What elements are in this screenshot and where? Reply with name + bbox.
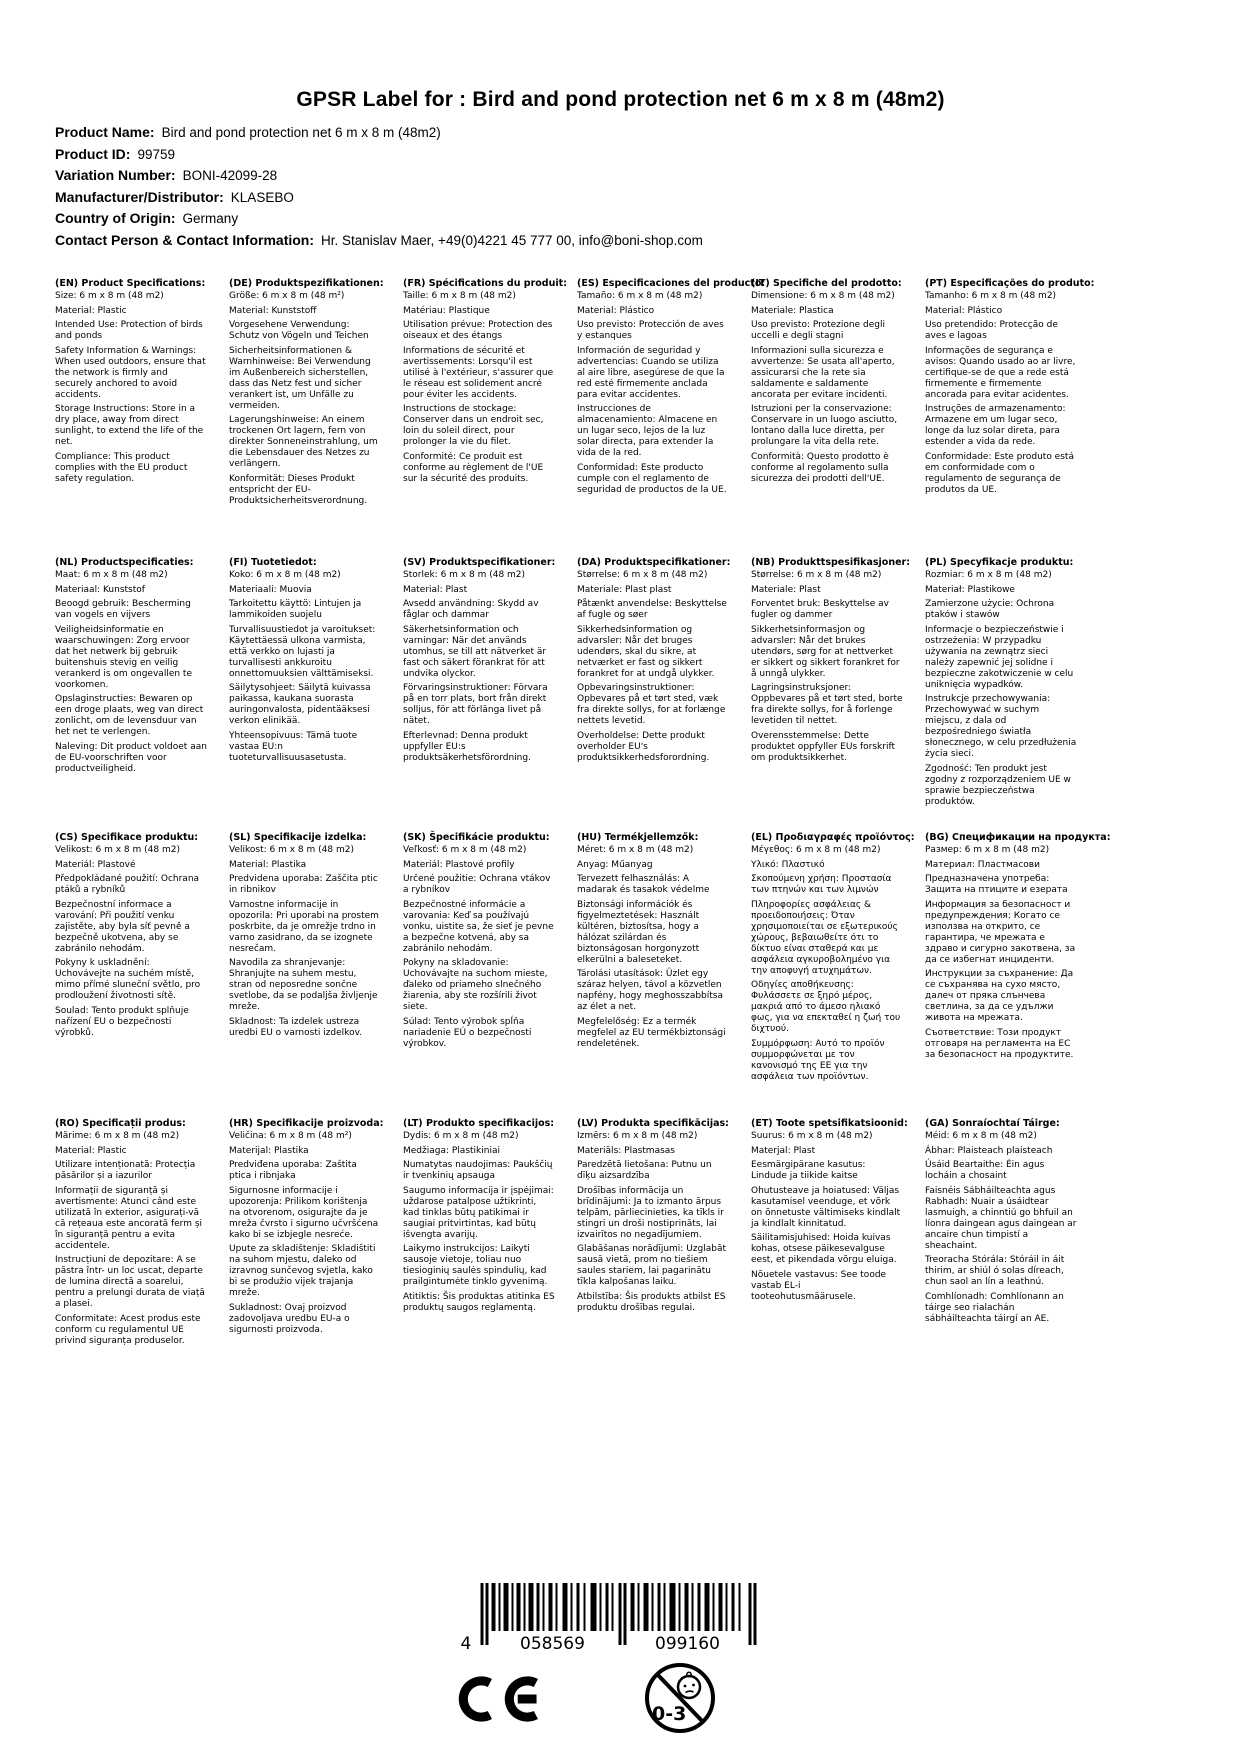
spec-paragraph: Οδηγίες αποθήκευσης: Φυλάσσετε σε ξηρό μέρος, μακριά από το άμεσο ηλιακό φως, για να επεκταθεί η ζωή του διχτυού.: [751, 980, 901, 1034]
manufacturer-label: Manufacturer/Distributor:: [55, 188, 224, 205]
spec-paragraph: Comhlíonadh: Comhlíonann an táirge seo rialachán sábháilteachta táirgí an AE.: [925, 1291, 1064, 1324]
lang-block-heading: (NB) Produkttspesifikasjoner:: [751, 557, 911, 568]
spec-paragraph: Dydis: 6 m x 8 m (48 m2): [403, 1131, 519, 1141]
lang-block-bg: [925, 832, 1111, 1118]
spec-paragraph: Tarkoitettu käyttö: Lintujen ja lammikoiden suojelu: [229, 599, 362, 620]
country-of-origin-row: [55, 208, 1186, 230]
spec-paragraph: Materiaali: Muovia: [229, 584, 312, 595]
spec-paragraph: Ohutusteave ja hoiatused: Väljas kasutamisel veenduge, et võrk on õnnetuste vältimiseks kindlalt ja kindlalt kinnitatud.: [751, 1185, 901, 1229]
spec-paragraph: Nõuetele vastavus: See toode vastab EL-i tooteohutusmäärusele.: [751, 1269, 887, 1302]
country-of-origin-value: Germany: [182, 211, 239, 226]
spec-paragraph: Tervezett felhasználás: A madarak és tasakok védelme: [577, 874, 710, 895]
lang-block-sl: [229, 832, 403, 1118]
spec-paragraph: Bezpečnostné informácie a varovania: Keď sa používajú vonku, uistite sa, že sieť je pevne a bezpečne kotvená, aby sa zabránilo nehodám.: [403, 899, 554, 954]
spec-paragraph: Velikost: 6 m x 8 m (48 m2): [229, 845, 354, 855]
spec-paragraph: Velikost: 6 m x 8 m (48 m2): [55, 845, 180, 855]
spec-paragraph: Materiál: Plastové: [55, 859, 136, 870]
spec-paragraph: Predvidena uporaba: Zaščita ptic in ribnikov: [229, 874, 378, 895]
spec-paragraph: Efterlevnad: Denna produkt uppfyller EU:s produktsäkerhetsförordning.: [403, 730, 531, 763]
lang-block-heading: (SV) Produktspecifikationer:: [403, 557, 556, 568]
language-blocks-grid: [55, 278, 1205, 1350]
product-name-label: Product Name:: [55, 124, 155, 140]
spec-paragraph: Vorgesehene Verwendung: Schutz von Vögeln und Teichen: [229, 320, 369, 341]
lang-block-heading: (LT) Produkto specifikacijos:: [403, 1118, 555, 1129]
spec-paragraph: Materiāls: Plastmasas: [577, 1145, 675, 1156]
lang-block-it: [751, 278, 925, 557]
spec-paragraph: Forventet bruk: Beskyttelse av fugler og dammer: [751, 599, 889, 620]
spec-paragraph: Předpokládané použití: Ochrana ptáků a rybníků: [55, 874, 200, 895]
spec-paragraph: Materiál: Plastové profily: [403, 859, 515, 870]
spec-paragraph: Faisnéis Sábháilteachta agus Rabhadh: Nuair a úsáidtear lasmuigh, a chinntiú go bhfuil an líonra daingean agus daingean ar ancaire chun timpistí a sheachaint.: [925, 1185, 1077, 1251]
lang-block-heading: (SK) Špecifikácie produktu:: [403, 832, 550, 843]
spec-paragraph: Materiale: Plastica: [751, 305, 834, 316]
lang-block-fr: [403, 278, 577, 557]
spec-paragraph: Safety Information & Warnings: When used outdoors, ensure that the network is firmly and securely anchored to avoid accidents.: [55, 345, 206, 400]
spec-paragraph: Υλικό: Πλαστικό: [751, 859, 825, 870]
lang-block-heading: (EL) Προδιαγραφές προϊόντος:: [751, 832, 915, 843]
bottom-marks-section: [443, 1583, 783, 1735]
spec-paragraph: Yhteensopivuus: Tämä tuote vastaa EU:n tuoteturvallisuusasetusta.: [229, 730, 358, 763]
lang-block-pt: [925, 278, 1099, 557]
spec-paragraph: Skladnost: Ta izdelek ustreza uredbi EU o varnosti izdelkov.: [229, 1016, 363, 1038]
spec-paragraph: Ábhar: Plaisteach plaisteach: [925, 1145, 1053, 1156]
spec-paragraph: Sigurnosne informacije i upozorenja: Prilikom korištenja na otvorenom, osigurajte da je mreža čvrsto i sigurno učvršćena kako bi se izbjegle nesreće.: [229, 1185, 379, 1240]
spec-paragraph: Conformité: Ce produit est conforme au règlement de l'UE sur la sécurité des produits.: [403, 451, 544, 484]
age-warning-0-3-icon: [643, 1661, 717, 1735]
spec-paragraph: Avsedd användning: Skydd av fåglar och dammar: [403, 599, 539, 620]
compliance-marks-row: [443, 1667, 783, 1735]
lang-block-heading: (SL) Specifikacije izdelka:: [229, 832, 367, 843]
spec-paragraph: Materiaal: Kunststof: [55, 584, 145, 595]
spec-paragraph: Lagringsinstruksjoner: Oppbevares på et tørt sted, borte fra direkte sollys, for å forlenge levetiden til nettet.: [751, 683, 903, 726]
spec-paragraph: Paredzētā lietošana: Putnu un dīķu aizsardzība: [577, 1160, 712, 1181]
lang-block-pl: [925, 557, 1099, 832]
spec-paragraph: Материал: Пластмасови: [925, 859, 1040, 870]
spec-paragraph: Beoogd gebruik: Bescherming van vogels en vijvers: [55, 599, 191, 620]
lang-block-heading: (RO) Specificații produs:: [55, 1118, 186, 1129]
spec-paragraph: Material: Plastic: [55, 305, 127, 316]
lang-block-de: [229, 278, 403, 557]
spec-paragraph: Påtænkt anvendelse: Beskyttelse af fugle og søer: [577, 599, 727, 620]
baby-face: [678, 1676, 700, 1698]
spec-paragraph: Informations de sécurité et avertissements: Lorsqu'il est utilisé à l'extérieur, s'assurer que le réseau est solidement ancré pour éviter les accidents.: [403, 345, 554, 400]
spec-paragraph: Turvallisuustiedot ja varoitukset: Käytettäessä ulkona varmista, että verkko on lujasti ja turvallisesti ankkuroitu onnettomuuksien välttämiseksi.: [229, 624, 376, 679]
contact-label: Contact Person & Contact Information:: [55, 231, 315, 248]
spec-paragraph: Uso pretendido: Protecção de aves e lagoas: [925, 320, 1058, 341]
lang-block-heading: (HR) Specifikacije proizvoda:: [229, 1118, 384, 1129]
spec-paragraph: Säkerhetsinformation och varningar: När det används utomhus, se till att nätverket är fast och säkert förankrat för att undvika olyckor.: [403, 624, 547, 679]
spec-paragraph: Materiale: Plast: [751, 584, 821, 595]
country-of-origin-label: Country of Origin:: [55, 210, 176, 226]
lang-block-heading: (FI) Tuotetiedot:: [229, 557, 317, 568]
lang-block-sv: [403, 557, 577, 832]
spec-paragraph: Saugumo informacija ir įspėjimai: uždarose patalpose užtikrinti, kad tinklas būtų patikimai ir saugiai pritvirtintas, kad būtų išvengta avarijų.: [403, 1185, 554, 1240]
spec-paragraph: Koko: 6 m x 8 m (48 m2): [229, 570, 341, 580]
product-id-label: Product ID:: [55, 145, 131, 162]
spec-paragraph: Conformidade: Este produto está em conformidade com o regulamento de segurança de produtos da UE.: [925, 451, 1074, 495]
lang-block-sk: [403, 832, 577, 1118]
manufacturer-value: KLASEBO: [230, 189, 294, 205]
age-range-label: 0-3: [652, 1703, 687, 1725]
spec-paragraph: Úsáid Beartaithe: Éin agus locháin a chosaint: [925, 1160, 1045, 1181]
variation-number-label: Variation Number:: [55, 167, 176, 183]
spec-paragraph: Размер: 6 m x 8 m (48 m2): [925, 845, 1050, 855]
spec-paragraph: Informações de segurança e avisos: Quando usado ao ar livre, certifique-se de que a rede está firmemente e firmemente ancorada para evitar acidentes.: [925, 345, 1076, 400]
lang-block-heading: (CS) Specifikace produktu:: [55, 832, 199, 843]
lang-block-et: [751, 1118, 925, 1350]
spec-paragraph: Información de seguridad y advertencias: Cuando se utiliza al aire libre, asegúrese de que la red esté firmemente anclada para evitar accidentes.: [577, 345, 725, 400]
lang-block-heading: (DE) Produktspezifikationen:: [229, 278, 384, 289]
lang-block-ro: [55, 1118, 229, 1350]
spec-paragraph: Súlad: Tento výrobok spĺňa nariadenie EÚ o bezpečnosti výrobkov.: [403, 1016, 532, 1049]
lang-block-es: [577, 278, 766, 557]
spec-paragraph: Uso previsto: Protezione degli uccelli e degli stagni: [751, 320, 885, 341]
barcode-prefix-digit: 4: [460, 1634, 472, 1654]
spec-paragraph: Suurus: 6 m x 8 m (48 m2): [751, 1131, 873, 1141]
variation-number-value: BONI-42099-28: [182, 168, 278, 183]
spec-paragraph: Storlek: 6 m x 8 m (48 m2): [403, 570, 526, 580]
variation-number-row: [55, 165, 1186, 187]
spec-paragraph: Overensstemmelse: Dette produktet oppfyller EUs forskrift om produktsikkerhet.: [751, 730, 896, 763]
spec-paragraph: Μέγεθος: 6 m x 8 m (48 m2): [751, 845, 881, 855]
product-id-value: 99759: [137, 146, 175, 162]
spec-paragraph: Veľkosť: 6 m x 8 m (48 m2): [403, 845, 527, 855]
spec-paragraph: Πληροφορίες ασφάλειας & προειδοποιήσεις: Όταν χρησιμοποιείται σε εξωτερικούς χώρους, βεβαιωθείτε ότι το δίκτυο είναι σταθερά και με ασφάλεια αγκυροβολημένο για την αποφυγή ατυχημάτων.: [751, 899, 898, 976]
spec-paragraph: Istruzioni per la conservazione: Conservare in un luogo asciutto, lontano dalla luce diretta, per prolungare la vita della rete.: [751, 404, 898, 447]
lang-block-cs: [55, 832, 229, 1118]
spec-paragraph: Intended Use: Protection of birds and ponds: [55, 320, 203, 341]
spec-paragraph: Utilisation prévue: Protection des oiseaux et des étangs: [403, 320, 553, 341]
spec-paragraph: Material: Kunststoff: [229, 305, 317, 316]
spec-paragraph: Tárolási utasítások: Üzlet egy száraz helyen, távol a közvetlen napfény, hogy meghosszabbítsa az élet a net.: [577, 969, 724, 1012]
product-info: [55, 122, 1186, 251]
contact-value: Hr. Stanislav Maer, +49(0)4221 45 777 00, info@boni-shop.com: [321, 232, 703, 248]
spec-paragraph: Material: Plastic: [55, 1145, 127, 1156]
lang-block-nb: [751, 557, 925, 832]
lang-block-heading: (ES) Especificaciones del producto:: [577, 278, 766, 289]
spec-paragraph: Informazioni sulla sicurezza e avvertenze: Se usata all'aperto, assicurarsi che la rete sia saldamente e saldamente ancorata per evitare incidenti.: [751, 345, 895, 400]
spec-paragraph: Sikkerhedsinformation og advarsler: Når det bruges udendørs, skal du sikre, at netværket er fast og sikkert forankret for at undgå ulykker.: [577, 624, 715, 679]
barcode-data-bars: [492, 1583, 741, 1631]
lang-block-fi: [229, 557, 403, 832]
spec-paragraph: Biztonsági információk és figyelmeztetések: Használt kültéren, biztosítsa, hogy a hálózat szilárdan és biztonságosan horgonyzott elkerülni a baleseteket.: [577, 899, 700, 965]
ean13-barcode: [443, 1583, 778, 1665]
spec-paragraph: Konformität: Dieses Produkt entspricht der EU-Produktsicherheitsverordnung.: [229, 473, 368, 506]
lang-block-heading: (NL) Productspecificaties:: [55, 557, 194, 568]
spec-paragraph: Lagerungshinweise: An einem trockenen Ort lagern, fern von direkter Sonneneinstrahlung, um die Lebensdauer des Netzes zu verlängern.: [229, 415, 378, 469]
spec-paragraph: Zamierzone użycie: Ochrona ptaków i stawów: [925, 599, 1055, 620]
spec-paragraph: Treoracha Stórála: Stóráil in áit thirim, ar shiúl ó solas díreach, chun saol an lín a leathnú.: [925, 1255, 1065, 1287]
spec-paragraph: Mărime: 6 m x 8 m (48 m2): [55, 1131, 180, 1141]
lang-block-lv: [577, 1118, 751, 1350]
spec-paragraph: Medžiaga: Plastikiniai: [403, 1145, 500, 1156]
product-name-row: [55, 122, 1186, 144]
spec-paragraph: Varnostne informacije in opozorila: Pri uporabi na prostem poskrbite, da je omrežje trdno in varno zasidrano, da se izognete nesrečam.: [229, 899, 379, 954]
spec-paragraph: Material: Plast: [403, 584, 468, 595]
spec-paragraph: Предназначена употреба: Защита на птиците и езерата: [925, 874, 1068, 895]
lang-block-heading: (PT) Especificações do produto:: [925, 278, 1095, 289]
spec-paragraph: Instruções de armazenamento: Armazene em um lugar seco, longe da luz solar direta, para estender a vida da rede.: [925, 404, 1066, 447]
spec-paragraph: Opbevaringsinstruktioner: Opbevares på et tørt sted, væk fra direkte sollys, for at forlænge nettets levetid.: [577, 683, 726, 726]
spec-paragraph: Uso previsto: Protección de aves y estanques: [577, 320, 724, 341]
spec-paragraph: Sicherheitsinformationen & Warnhinweise: Bei Verwendung im Außenbereich sicherstellen, dass das Netz fest und sicher verankert ist, um Unfälle zu vermeiden.: [229, 345, 371, 411]
spec-paragraph: Atbilstība: Šis produkts atbilst ES produktu drošības regulai.: [577, 1291, 726, 1313]
spec-paragraph: Säilytysohjeet: Säilytä kuivassa paikassa, kaukana suorasta auringonvalosta, pidentääksesi verkon elinikää.: [229, 683, 371, 726]
spec-paragraph: Bezpečnostní informace a varování: Při použití venku zajistěte, aby byla síť pevně a bezpečně ukotvena, aby se zabránilo nehodám.: [55, 899, 190, 954]
spec-paragraph: Materijal: Plastika: [229, 1145, 309, 1156]
page-title: GPSR Label for : Bird and pond protection net 6 m x 8 m (48m2): [296, 88, 945, 111]
contact-row: [55, 230, 1186, 252]
spec-paragraph: Numatytas naudojimas: Paukščių ir tvenkinių apsauga: [403, 1160, 553, 1181]
spec-paragraph: Zgodność: Ten produkt jest zgodny z rozporządzeniem UE w sprawie bezpieczeństwa produktów.: [925, 763, 1071, 807]
spec-paragraph: Matériau: Plastique: [403, 305, 490, 316]
spec-paragraph: Taille: 6 m x 8 m (48 m2): [403, 291, 516, 301]
lang-block-heading: (GA) Sonraíochtaí Táirge:: [925, 1118, 1060, 1129]
spec-paragraph: Størrelse: 6 m x 8 m (48 m2): [577, 570, 708, 580]
spec-paragraph: Opslaginstructies: Bewaren op een droge plaats, weg van direct zonlicht, om de levensduur van het net te verlengen.: [55, 694, 204, 737]
spec-paragraph: Σκοπούμενη χρήση: Προστασία των πτηνών και των λιμνών: [751, 874, 892, 895]
spec-paragraph: Sikkerhetsinformasjon og advarsler: Når det brukes utendørs, sørg for at nettverket er sikkert og sikkert forankret for å unngå ulykker.: [751, 624, 900, 679]
lang-block-el: [751, 832, 925, 1118]
lang-block-heading: (IT) Specifiche del prodotto:: [751, 278, 902, 289]
spec-paragraph: Naleving: Dit product voldoet aan de EU-voorschriften voor productveiligheid.: [55, 741, 207, 774]
product-id-row: [55, 144, 1186, 166]
lang-block-heading: (LV) Produkta specifikācijas:: [577, 1118, 729, 1129]
barcode-left-digits: 058569: [520, 1634, 585, 1654]
spec-paragraph: Pokyny na skladovanie: Uchovávajte na suchom mieste, ďaleko od priameho slnečného žiarenia, aby ste rozšírili život siete.: [403, 958, 548, 1012]
spec-paragraph: Rozmiar: 6 m x 8 m (48 m2): [925, 570, 1052, 580]
spec-paragraph: Sukladnost: Ovaj proizvod zadovoljava uredbu EU-a o sigurnosti proizvoda.: [229, 1302, 350, 1335]
spec-paragraph: Instructions de stockage: Conserver dans un endroit sec, loin du soleil direct, pour prolonger la vie du filet.: [403, 404, 544, 447]
spec-paragraph: Съответствие: Този продукт отговаря на регламента на ЕС за безопасност на продуктите.: [925, 1027, 1074, 1060]
spec-paragraph: Upute za skladištenje: Skladištiti na suhom mjestu, daleko od izravnog sunčevog svjetla, kako bi se produžio vijek trajanja mreže.: [229, 1244, 376, 1298]
spec-paragraph: Maat: 6 m x 8 m (48 m2): [55, 570, 168, 580]
spec-paragraph: Laikymo instrukcijos: Laikyti sausoje vietoje, toliau nuo tiesioginių saulės spindulių, kad prailgintumėte tinklo gyvenimą.: [403, 1244, 548, 1287]
lang-block-heading: (ET) Toote spetsifikatsioonid:: [751, 1118, 908, 1129]
lang-block-hr: [229, 1118, 403, 1350]
spec-paragraph: Instrukcje przechowywania: Przechowywać w suchym miejscu, z dala od bezpośredniego światła słonecznego, w celu przedłużenia życia sieci.: [925, 694, 1077, 759]
spec-paragraph: Инструкции за съхранение: Да се съхранява на сухо място, далеч от пряка слънчева светлина, за да се удължи живота на мрежата.: [925, 969, 1074, 1023]
spec-paragraph: Méret: 6 m x 8 m (48 m2): [577, 845, 694, 855]
lang-block-lt: [403, 1118, 577, 1350]
spec-paragraph: Material: Plástico: [577, 305, 655, 316]
spec-paragraph: Conformidad: Este producto cumple con el reglamento de seguridad de productos de la UE.: [577, 462, 727, 495]
ce-mark-icon: [455, 1667, 547, 1731]
spec-paragraph: Säilitamisjuhised: Hoida kuivas kohas, otsese päikesevalguse eest, et pikendada võrgu eluiga.: [751, 1233, 897, 1265]
spec-paragraph: Veiligheidsinformatie en waarschuwingen: Zorg ervoor dat het netwerk bij gebruik buitenshuis stevig en veilig verankerd is om ongevallen te voorkomen.: [55, 624, 192, 690]
spec-paragraph: Izmērs: 6 m x 8 m (48 m2): [577, 1131, 698, 1141]
spec-paragraph: Anyag: Műanyag: [577, 859, 653, 870]
spec-paragraph: Informații de siguranță și avertismente: Atunci când este utilizată în exterior, asigurați-vă că rețeaua este ancorată ferm și în siguranță pentru a evita accidentele.: [55, 1185, 203, 1251]
spec-paragraph: Atitiktis: Šis produktas atitinka ES produktų saugos reglamentą.: [403, 1291, 555, 1313]
spec-paragraph: Größe: 6 m x 8 m (48 m²): [229, 291, 345, 301]
barcode-right-digits: 099160: [655, 1634, 720, 1654]
spec-paragraph: Eesmärgipärane kasutus: Lindude ja tiikide kaitse: [751, 1160, 866, 1181]
spec-paragraph: Tamaño: 6 m x 8 m (48 m2): [577, 291, 703, 301]
spec-paragraph: Méid: 6 m x 8 m (48 m2): [925, 1131, 1037, 1141]
spec-paragraph: Instrucțiuni de depozitare: A se păstra într- un loc uscat, departe de lumina directă a soarelui, pentru a prelungi durata de viață a plasei.: [55, 1255, 205, 1309]
spec-paragraph: Utilizare intenționată: Protecția păsărilor și a iazurilor: [55, 1160, 196, 1181]
spec-paragraph: Navodila za shranjevanje: Shranjujte na suhem mestu, stran od neposredne sončne svetlobe, da se podaljša življenje mreže.: [229, 958, 378, 1012]
spec-paragraph: Информация за безопасност и предупреждения: Когато се използва на открито, се гарантира, че мрежата е здраво и сигурно закотвена, за да се избегнат инциденти.: [925, 899, 1076, 965]
spec-paragraph: Dimensione: 6 m x 8 m (48 m2): [751, 291, 895, 301]
lang-block-heading: (EN) Product Specifications:: [55, 278, 206, 289]
spec-paragraph: Soulad: Tento produkt splňuje nařízení EU o bezpečnosti výrobků.: [55, 1005, 189, 1038]
spec-paragraph: Material: Plástico: [925, 305, 1003, 316]
spec-paragraph: Materiał: Plastikowe: [925, 584, 1015, 595]
product-name-value: Bird and pond protection net 6 m x 8 m (48m2): [161, 125, 441, 140]
spec-paragraph: Pokyny k uskladnění: Uchovávejte na suchém místě, mimo přímé sluneční světlo, pro prodloužení životnosti sítě.: [55, 958, 201, 1001]
spec-paragraph: Conformità: Questo prodotto è conforme al regolamento sulla sicurezza dei prodotti dell'UE.: [751, 451, 889, 484]
spec-paragraph: Συμμόρφωση: Αυτό το προϊόν συμμορφώνεται με τον κανονισμό της ΕΕ για την ασφάλεια των προϊόντων.: [751, 1038, 885, 1082]
spec-paragraph: Compliance: This product complies with the EU product safety regulation.: [55, 451, 188, 484]
lang-block-ga: [925, 1118, 1099, 1350]
lang-block-heading: (FR) Spécifications du produit:: [403, 278, 567, 289]
spec-paragraph: Glabāšanas norādījumi: Uzglabāt sausā vietā, prom no tiešiem saules stariem, lai pagarinātu tīkla kalpošanas laiku.: [577, 1244, 726, 1287]
spec-paragraph: Storage Instructions: Store in a dry place, away from direct sunlight, to extend the life of the net.: [55, 404, 204, 447]
spec-paragraph: Určené použitie: Ochrana vtákov a rybníkov: [403, 874, 551, 895]
spec-paragraph: Størrelse: 6 m x 8 m (48 m2): [751, 570, 882, 580]
lang-block-en: [55, 278, 229, 557]
spec-paragraph: Förvaringsinstruktioner: Förvara på en torr plats, bort från direkt solljus, för att förlänga livet på nätet.: [403, 683, 548, 726]
spec-paragraph: Instrucciones de almacenamiento: Almacene en un lugar seco, lejos de la luz solar directa, para extender la vida de la red.: [577, 404, 718, 458]
spec-paragraph: Materjal: Plast: [751, 1145, 816, 1156]
spec-paragraph: Predviđena uporaba: Zaštita ptica i ribnjaka: [229, 1160, 357, 1181]
lang-block-da: [577, 557, 751, 832]
lang-block-hu: [577, 832, 751, 1118]
lang-block-nl: [55, 557, 229, 832]
spec-paragraph: Veličina: 6 m x 8 m (48 m²): [229, 1131, 352, 1141]
lang-block-heading: (BG) Спецификации на продукта:: [925, 832, 1111, 843]
manufacturer-row: [55, 187, 1186, 209]
spec-paragraph: Drošības informācija un brīdinājumi: Ja to izmanto ārpus telpām, pārliecinieties, ka tīkls ir stingri un droši nostiprināts, lai izvairītos no negadījumiem.: [577, 1185, 724, 1240]
spec-paragraph: Overholdelse: Dette produkt overholder EU's produktsikkerhedsforordning.: [577, 730, 710, 763]
lang-block-heading: (PL) Specyfikacje produktu:: [925, 557, 1074, 568]
spec-paragraph: Materiale: Plast plast: [577, 584, 672, 595]
spec-paragraph: Size: 6 m x 8 m (48 m2): [55, 291, 164, 301]
lang-block-heading: (DA) Produktspecifikationer:: [577, 557, 731, 568]
spec-paragraph: Informacje o bezpieczeństwie i ostrzeżenia: W przypadku używania na zewnątrz sieci należy zapewnić jej solidne i bezpieczne zakotwiczenie w celu uniknięcia wypadków.: [925, 624, 1074, 690]
spec-paragraph: Conformitate: Acest produs este conform cu regulamentul UE privind siguranța produselor.: [55, 1313, 201, 1346]
spec-paragraph: Tamanho: 6 m x 8 m (48 m2): [925, 291, 1057, 301]
spec-paragraph: Megfelelőség: Ez a termék megfelel az EU termékbiztonsági rendeletének.: [577, 1016, 726, 1049]
lang-block-heading: (HU) Termékjellemzők:: [577, 832, 699, 843]
spec-paragraph: Material: Plastika: [229, 859, 307, 870]
